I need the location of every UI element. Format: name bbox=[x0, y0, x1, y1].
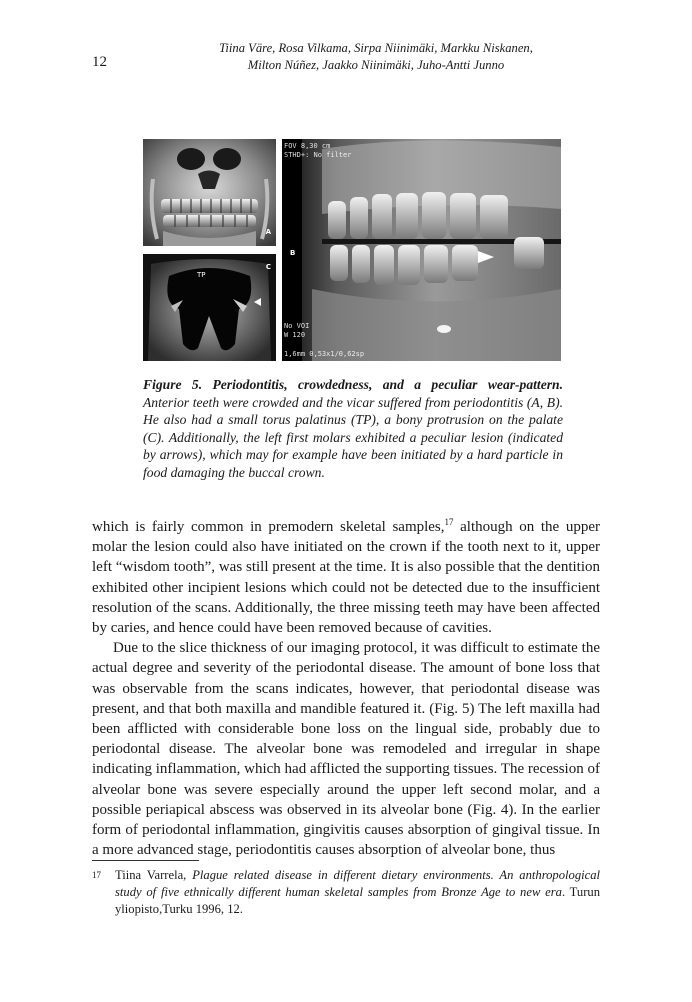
figure-panel-c bbox=[143, 254, 276, 361]
torus-palatinus-label: TP bbox=[197, 271, 206, 279]
body-text bbox=[92, 517, 600, 860]
caption-title: Figure 5. Periodontitis, crowdedness, and a peculiar wear-pattern. bbox=[143, 377, 563, 392]
scan-fov-text: FOV 8,30 cm bbox=[284, 142, 331, 150]
footnote-author: Tiina Varrela, bbox=[115, 868, 187, 882]
skull-render-image-a bbox=[143, 139, 276, 246]
palate-scan-image-c bbox=[143, 254, 276, 361]
footnote-reference: 17 bbox=[444, 517, 454, 527]
scan-filter-text: STHD+: No filter bbox=[284, 151, 352, 159]
panel-a-label: A bbox=[265, 228, 271, 236]
page-number: 12 bbox=[92, 54, 107, 70]
footnote-number: 17 bbox=[92, 870, 101, 880]
figure-panel-a bbox=[143, 139, 276, 246]
paragraph-2: Due to the slice thickness of our imaging protocol, it was difficult to estimate the actual degree and severity of the periodontal disease. The amount of bone loss that was observable from the scans indicates, however, that periodontal disease was present, and that both maxilla and mandible featured it. (Fig. 5) The left maxilla had been afflicted with considerable bone loss on the lingual side, probably due to periodontal disease. The alveolar bone was remodeled and irregular in shape indicating inflammation, which had afflicted the supporting tissues. The recession of alveolar bone was severe especially around the upper left second molar, and a possible periapical abscess was observed in its alveolar bone (Fig. 4). In the earlier form of periodontal inflammation, gingivitis causes absorption of gingival tissue. In a more advanced stage, periodontitis causes absorption of alveolar bone, thus bbox=[92, 640, 600, 859]
paragraph-1-end: although on the upper molar the lesion could also have initiated on the crown if the tooth next to it, upper left “wisdom tooth”, was still present at the time. It is also possible that the dentition exhibited other incipient lesions which could not be detected due to the insufficient resolution of the scans. Additionally, the three missing teeth may have been affected by caries, and hence could have been removed because of cavities. bbox=[92, 519, 600, 637]
panel-c-label: C bbox=[265, 263, 271, 271]
figure-caption bbox=[143, 376, 563, 482]
scan-width-text: W 120 bbox=[284, 331, 306, 339]
figure-panel-b bbox=[282, 139, 561, 361]
authors-line-2: Milton Núñez, Jaakko Niinimäki, Juho-Antti Junno bbox=[247, 58, 505, 72]
dentition-scan-image-b bbox=[282, 139, 561, 361]
scan-settings-overlay bbox=[284, 142, 351, 160]
footnote-title: Plague related disease in different dietary environments. An anthropological study of five ethnically different human skeletal samples from Bronze Age to new era bbox=[115, 868, 600, 899]
scan-window-overlay bbox=[284, 322, 309, 340]
caption-text: Anterior teeth were crowded and the vicar suffered from periodontitis (A, B). He also had a small torus palatinus (TP), a bony protrusion on the palate (C). Additionally, the left first molars exhibited a peculiar lesion (indicated by arrows), which may for example have been initiated by a hard particle in food damaging the buccal crown. bbox=[143, 394, 563, 480]
footnote bbox=[92, 867, 600, 918]
scan-voi-text: No VOI bbox=[284, 322, 310, 330]
panel-b-label: B bbox=[290, 249, 296, 257]
running-head-authors bbox=[150, 40, 602, 74]
scan-slice-footer: 1,6mm 0,53x1/0,62sp bbox=[284, 350, 365, 358]
footnote-body bbox=[115, 867, 600, 918]
paragraph-1-start: which is fairly common in premodern skeletal samples, bbox=[92, 519, 445, 535]
paragraph-1 bbox=[92, 517, 600, 638]
authors-line-1: Tiina Väre, Rosa Vilkama, Sirpa Niinimäki, Markku Niskanen, bbox=[219, 41, 533, 55]
footnote-publisher: . Turun yliopisto,Turku 1996, 12. bbox=[115, 885, 600, 916]
footnote-rule bbox=[92, 860, 199, 861]
